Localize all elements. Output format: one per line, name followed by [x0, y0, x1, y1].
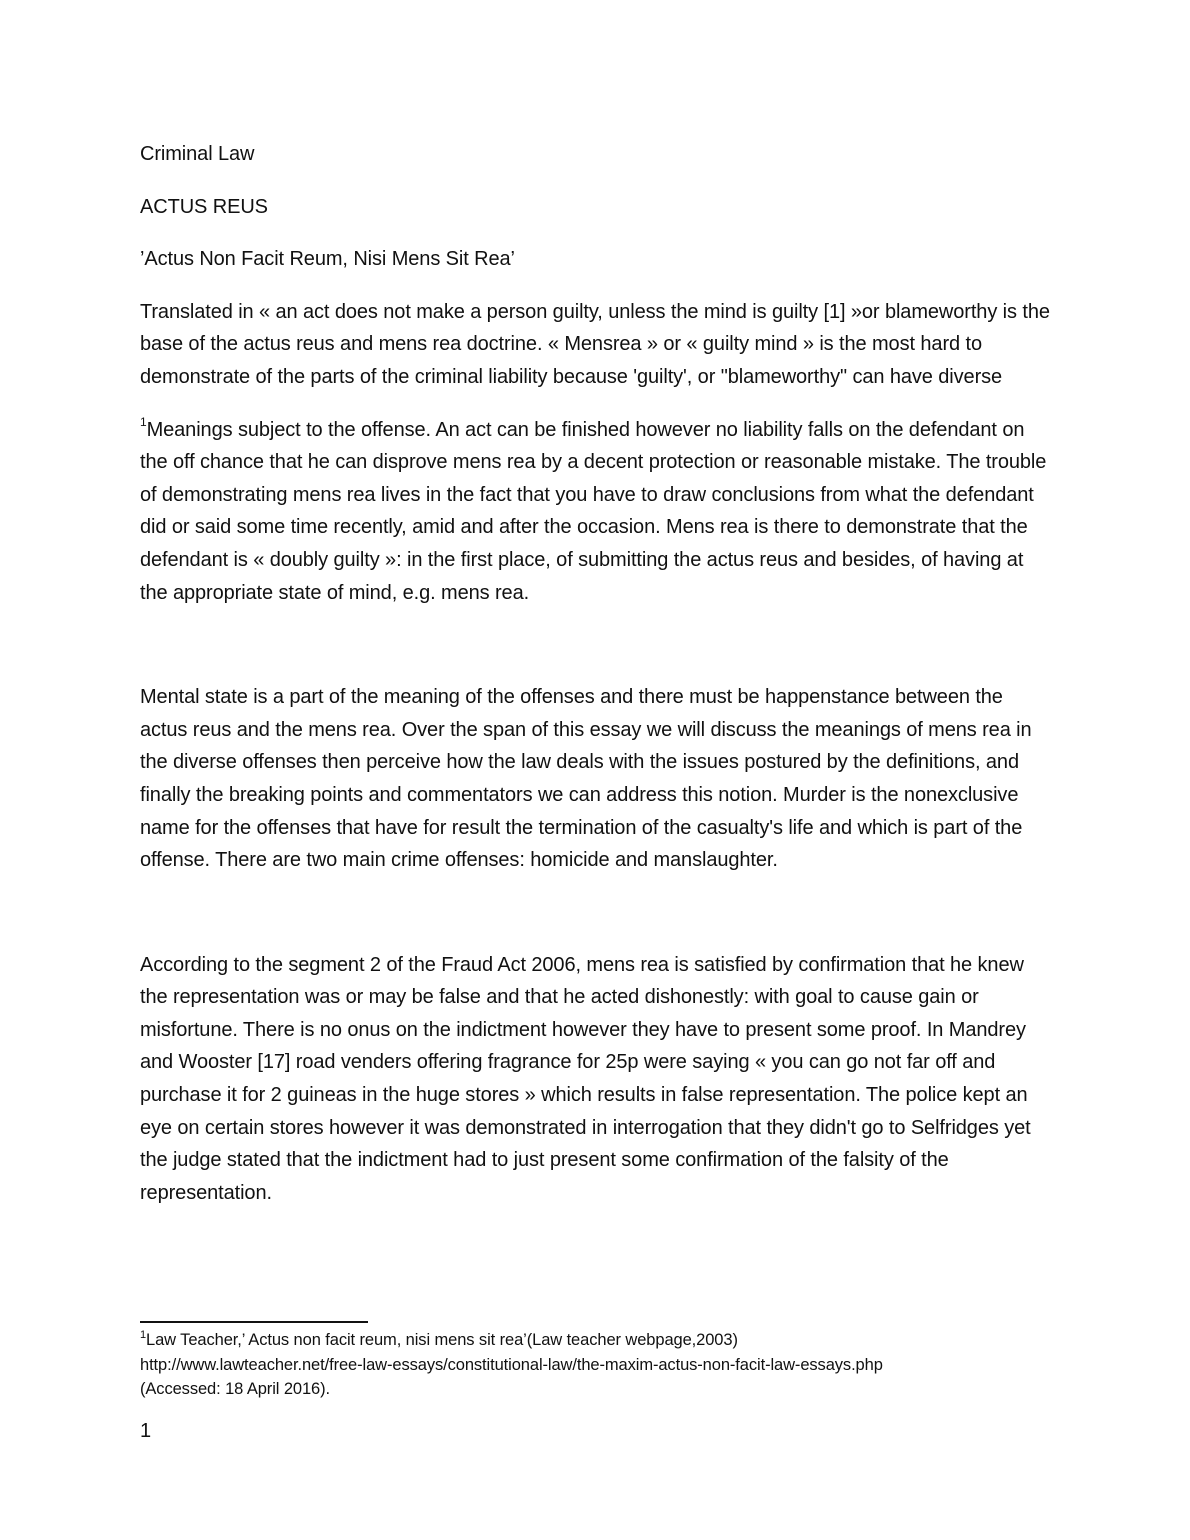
footnote-url[interactable]: http://www.lawteacher.net/free-law-essays/constitutional-law/the-maxim-actus-non-facit-law-essays.php	[140, 1355, 883, 1374]
paragraph-meanings-text: Meanings subject to the offense. An act can be finished however no liability falls on the defendant on the off chance that he can disprove mens rea by a decent protection or reasonable mistake. The trouble of demonstrating mens rea lives in the fact that you have to draw conclusions from what the defendant did or said some time recently, amid and after the occasion. Mens rea is there to demonstrate that the defendant is « doubly guilty »: in the first place, of submitting the actus reus and besides, of having at the appropriate state of mind, e.g. mens rea.	[140, 418, 1047, 604]
footnote-citation	[140, 1328, 1050, 1353]
footnote	[140, 1328, 1050, 1402]
page-number: 1	[140, 1420, 152, 1442]
paragraph-spacer	[140, 629, 1050, 681]
document-title: Criminal Law	[140, 143, 255, 165]
paragraph-spacer	[140, 897, 1050, 949]
footnote-accessed-date: (Accessed: 18 April 2016).	[140, 1380, 331, 1398]
footnote-reference-marker: 1	[140, 414, 147, 429]
paragraph-translation: Translated in « an act does not make a person guilty, unless the mind is guilty [1] »or blameworthy is the base of the actus reus and mens rea doctrine. « Mensrea » or « guilty mind » is the most hard to demonstrate of the parts of the criminal liability because 'guilty', or "blameworthy" can have diverse	[140, 300, 1050, 388]
footnote-citation-text: Law Teacher,’ Actus non facit reum, nisi mens sit rea’(Law teacher webpage,2003)	[146, 1331, 738, 1349]
paragraph-meanings	[140, 414, 1050, 610]
document-body	[140, 138, 1050, 1229]
latin-maxim: ’Actus Non Facit Reum, Nisi Mens Sit Rea’	[140, 248, 515, 271]
paragraph-fraud-act: According to the segment 2 of the Fraud Act 2006, mens rea is satisfied by confirmation that he knew the representation was or may be false and that he acted dishonestly: with goal to cause gain or misfortune. There is no onus on the indictment however they have to present some proof. In Mandrey and Wooster [17] road venders offering fragrance for 25p were saying « you can go not far off and purchase it for 2 guineas in the huge stores » which results in false representation. The police kept an eye on certain stores however it was demonstrated in interrogation that they didn't go to Selfridges yet the judge stated that the indictment had to just present some confirmation of the falsity of the representation.	[140, 953, 1031, 1204]
paragraph-mental-state: Mental state is a part of the meaning of the offenses and there must be happenstance between the actus reus and the mens rea. Over the span of this essay we will discuss the meanings of mens rea in the diverse offenses then perceive how the law deals with the issues postured by the definitions, and finally the breaking points and commentators we can address this notion. Murder is the nonexclusive name for the offenses that have for result the termination of the casualty's life and which is part of the offense. There are two main crime offenses: homicide and manslaughter.	[140, 686, 1032, 872]
footnote-marker: 1	[140, 1328, 147, 1341]
section-heading: ACTUS REUS	[140, 195, 268, 218]
footnote-separator	[140, 1321, 368, 1323]
